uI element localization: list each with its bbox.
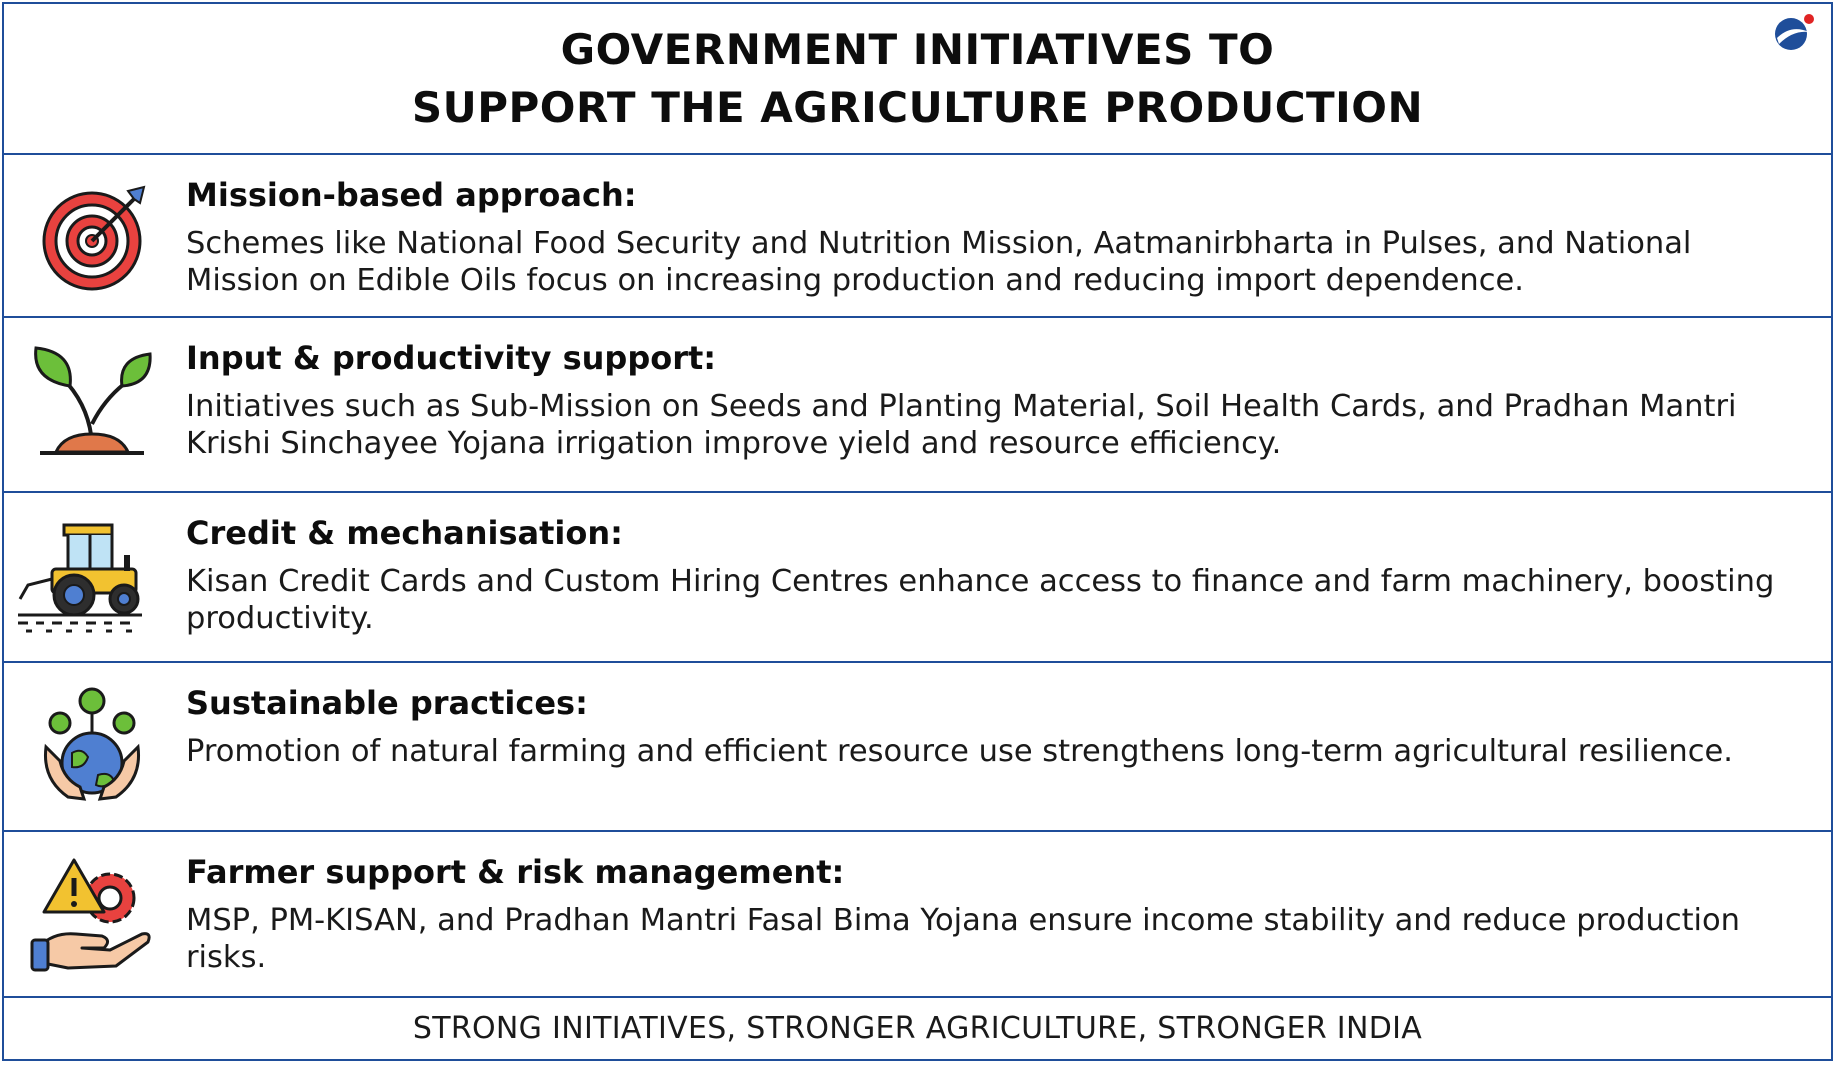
header (4, 4, 1831, 155)
initiative-heading: Input & productivity support: (186, 339, 717, 377)
sprout-icon (24, 340, 160, 460)
tractor-icon (12, 515, 148, 635)
risk-management-icon (24, 854, 160, 974)
initiative-row-input (4, 318, 1831, 493)
footer-tagline: STRONG INITIATIVES, STRONGER AGRICULTURE, STRONGER INDIA (412, 1011, 1423, 1046)
initiative-row-mission (4, 155, 1831, 318)
initiative-description: MSP, PM-KISAN, and Pradhan Mantri Fasal Bima Yojana ensure income stability and reduce production risks. (186, 903, 1741, 975)
initiative-description: Kisan Credit Cards and Custom Hiring Centres enhance access to finance and farm machinery, boosting productivity. (186, 564, 1775, 636)
initiative-description: Schemes like National Food Security and Nutrition Mission, Aatmanirbharta in Pulses, and National Mission on Edible Oils focus on increasing production and reducing import dependence. (186, 226, 1692, 298)
title-line-1: GOVERNMENT INITIATIVES TO (560, 24, 1275, 74)
globe-plants-hands-icon (24, 687, 160, 807)
initiative-description: Promotion of natural farming and efficient resource use strengthens long-term agricultural resilience. (186, 734, 1733, 769)
initiative-heading: Farmer support & risk management: (186, 853, 845, 891)
initiative-heading: Sustainable practices: (186, 684, 588, 722)
initiative-row-sustainable (4, 663, 1831, 832)
initiative-heading: Mission-based approach: (186, 176, 637, 214)
initiative-description: Initiatives such as Sub-Mission on Seeds and Planting Material, Soil Health Cards, and Pradhan Mantri Krishi Sinchayee Yojana irrigation improve yield and resource efficiency. (186, 389, 1737, 461)
infographic-frame (2, 2, 1833, 1061)
target-icon (24, 175, 160, 295)
initiative-row-credit (4, 493, 1831, 663)
initiative-heading: Credit & mechanisation: (186, 514, 623, 552)
brand-logo-icon (1771, 10, 1817, 56)
initiative-row-farmer-support (4, 832, 1831, 998)
title-line-2: SUPPORT THE AGRICULTURE PRODUCTION (411, 82, 1424, 132)
